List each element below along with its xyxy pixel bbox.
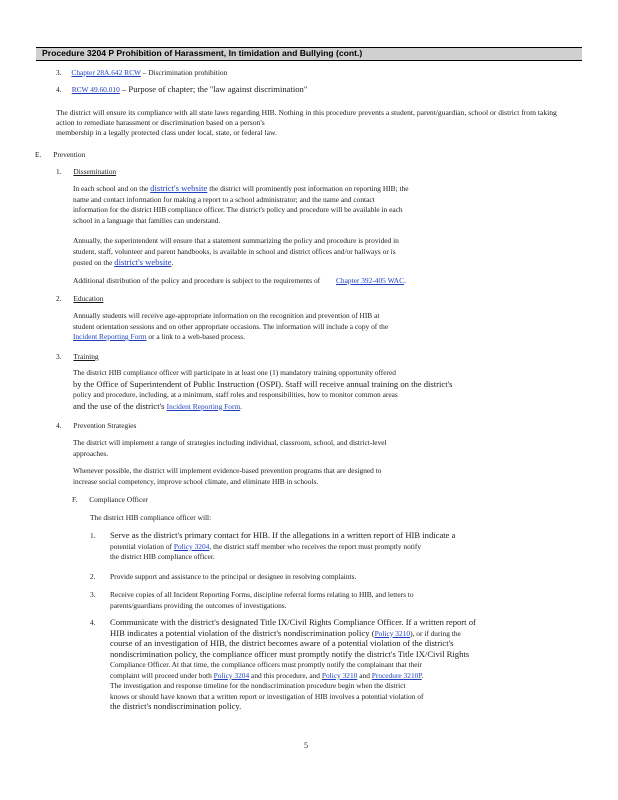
prevention-strategies-paragraph-2 [73,466,381,487]
policy-3204-link[interactable]: Policy 3204 [213,670,250,680]
text-span: the district will prominently post information on reporting HIB; the [207,184,409,193]
nondiscrimination-paragraph [56,108,576,138]
text-span: posted on the [73,258,115,267]
item-number: 1. [56,167,62,176]
section-e-heading [35,150,85,159]
text-span: . [171,258,174,267]
section-letter: F. [72,495,78,504]
text-span: approaches. [73,448,109,458]
section-f-heading [72,495,148,504]
text-span: information for the district HIB compliance officer. The district's policy and procedure will be available in each [73,205,403,214]
item-4-heading [56,421,136,430]
compliance-item-1 [90,530,456,561]
text-span: and the use of the district's [73,400,167,411]
item-body [110,617,476,712]
incident-reporting-form-link[interactable]: Incident Reporting Form [166,401,241,411]
item-body [110,590,414,611]
ref-text: – Discrimination prohibition [140,68,228,77]
text-span: , the district staff member who receives the report must promptly notify [209,541,422,551]
item-number: 4. [56,421,62,430]
text-span: knows or should have known that a written report or investigation of HIB involves a potential violation of [110,691,424,701]
text-span: course of an investigation of HIB, the district becomes aware of a potential violation of the district's [110,638,454,648]
item-number: 4. [90,618,96,627]
compliance-item-3 [90,590,414,610]
text-span: complaint will proceed under both [110,670,214,680]
item-number: 3. [90,590,96,599]
text-span: policy and procedure, including, at a minimum, staff roles and responsibilities, how to monitor common areas [73,390,398,399]
page-number: 5 [304,741,308,750]
text-span: . [421,670,424,680]
text-span: school in a language that families can understand. [73,215,221,225]
text-span: student orientation sessions and on other appropriate occasions. The information will include a copy of the [73,321,389,331]
text-span: In each school and on the [73,184,151,193]
text-span: Whenever possible, the district will implement evidence-based prevention programs that are designed to [73,466,382,475]
policy-3210-link[interactable]: Policy 3210 [321,670,358,680]
prevention-strategies-paragraph-1 [73,438,387,459]
item-number: 3. [56,352,62,361]
dissemination-paragraph-2 [73,236,399,269]
incident-reporting-form-link[interactable]: Incident Reporting Form [73,332,147,341]
text-span: and this procedure, and [249,670,322,680]
dissemination-paragraph-1 [73,183,409,226]
ref-text: – Purpose of chapter; the ''law against discrimination" [119,84,308,94]
text-span: by the Office of Superintendent of Public Instruction (OSPI). Staff will receive annual training on the district's [73,378,453,389]
item-title: Education [73,294,104,303]
item-number: 2. [56,294,62,303]
text-span: or a link to a web-based process. [146,332,245,341]
compliance-item-2 [90,572,357,581]
paragraph-line: The district will ensure its compliance with all state laws regarding HIB. Nothing in this procedure prevents a student, parent/guardian, school or district from taking action to remediate harassment or discrimination based on a person's [56,108,557,127]
text-span: potential violation of [110,541,174,551]
text-span: the district's nondiscrimination policy. [110,701,242,711]
dissemination-paragraph-3 [73,276,406,285]
paragraph-line: membership in a legally protected class under local, state, or federal law. [56,128,277,137]
item-3-heading [56,352,99,361]
ref-number: 4. [56,85,62,94]
text-span: Annually students will receive age-appropriate information on the recognition and prevention of HIB at [73,311,380,320]
ref-item-4 [56,84,307,94]
item-title: Prevention Strategies [73,421,137,430]
text-span: . [240,401,243,411]
text-span: Annually, the superintendent will ensure that a statement summarizing the policy and procedure is provided in [73,236,399,245]
item-number: 2. [90,572,96,581]
text-span: Receive copies of all Incident Reporting Forms, discipline referral forms relating to HIB, and letters to [110,590,414,599]
text-span: ), or if during the [410,628,461,638]
compliance-item-4 [90,617,476,711]
text-span: . [404,276,406,285]
compliance-officer-intro: The district HIB compliance officer will: [90,513,212,522]
ref-link[interactable]: Chapter 28A.642 RCW [71,68,141,77]
text-span: parents/guardians providing the outcomes of investigations. [110,600,287,610]
item-title: Dissemination [73,167,117,176]
text-span: increase social competency, improve school climate, and eliminate HIB in schools. [73,476,319,486]
text-span: nondiscrimination policy, the compliance officer must promptly notify the district's Title IX/Civil Rights [110,648,470,659]
text-span: the district HIB compliance officer. [110,552,215,561]
text-span: Communicate with the district's designated Title IX/Civil Rights Compliance Officer. If a written report of [110,617,476,627]
item-title: Training [73,352,99,361]
text-span: student, staff, volunteer and parent handbooks, is available in school and district offices and/or hallways or is [73,246,396,256]
ref-link[interactable]: RCW 49.60.010 [71,85,120,94]
item-1-heading [56,167,116,176]
text-span: and [357,670,372,680]
item-number: 1. [90,531,96,540]
ref-number: 3. [56,68,62,77]
text-span: Serve as the district's primary contact for HIB. If the allegations in a written report of HIB indicate a [110,530,456,540]
text-span: Additional distribution of the policy and procedure is subject to the requirements of [73,276,321,285]
text-span: The investigation and response timeline for the nondiscrimination procedure begin when the district [110,681,406,690]
text-span: Compliance Officer. At that time, the compliance officers must promptly notify the complainant that their [110,660,423,669]
section-letter: E. [35,150,42,159]
district-website-link[interactable]: district's website [114,257,172,267]
text-span: HIB indicates a potential violation of the district's nondiscrimination policy ( [110,627,375,638]
education-paragraph [73,311,388,343]
ref-item-3 [56,68,227,77]
policy-3210-link[interactable]: Policy 3210 [374,628,411,638]
training-paragraph [73,368,453,412]
wac-link[interactable]: Chapter 392-405 WAC [335,276,404,285]
district-website-link[interactable]: district's website [150,183,208,193]
section-title: Compliance Officer [89,495,148,504]
text-span: The district will implement a range of strategies including individual, classroom, school, and district-level [73,438,387,447]
text-span: Provide support and assistance to the principal or designee in resolving complaints. [110,572,357,581]
policy-3204-link[interactable]: Policy 3204 [173,541,210,551]
item-2-heading [56,294,103,303]
text-span: name and contact information for making a report to a school administrator; and the name and contact [73,194,375,204]
procedure-3210p-link[interactable]: Procedure 3210P [371,670,422,680]
item-body [110,530,455,562]
page-header: Procedure 3204 P Prohibition of Harassment, In timidation and Bullying (cont.) [42,48,363,58]
section-title: Prevention [53,150,86,159]
text-span: The district HIB compliance officer will participate in at least one (1) mandatory training opportunity offered [73,368,396,377]
